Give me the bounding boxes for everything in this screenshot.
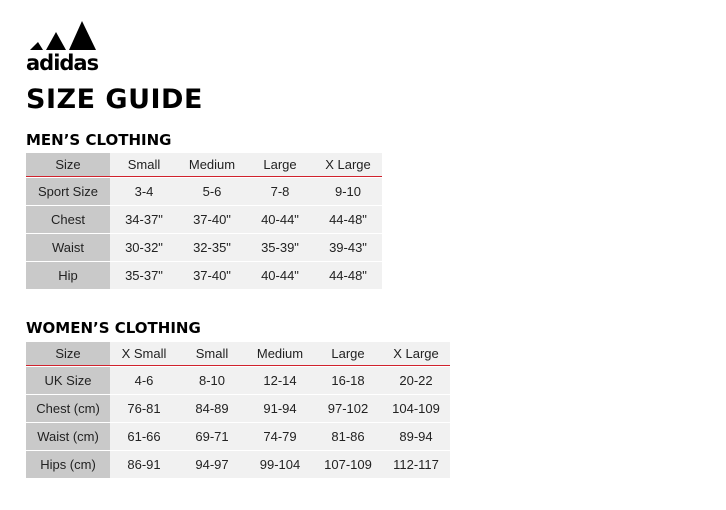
table-row — [26, 233, 382, 261]
table-cell: 86-91 — [110, 450, 178, 478]
table-cell: 40-44" — [246, 205, 314, 233]
table-row — [26, 205, 382, 233]
column-header: Small — [110, 153, 178, 177]
table-cell: 84-89 — [178, 394, 246, 422]
column-header-size: Size — [26, 342, 110, 366]
table-row — [26, 261, 382, 289]
column-header: X Small — [110, 342, 178, 366]
mens-size-table — [26, 153, 382, 289]
table-cell: 37-40" — [178, 205, 246, 233]
table-cell: 12-14 — [246, 366, 314, 394]
table-cell: 34-37" — [110, 205, 178, 233]
table-cell: 40-44" — [246, 261, 314, 289]
row-header: Waist (cm) — [26, 422, 110, 450]
table-cell: 81-86 — [314, 422, 382, 450]
table-cell: 7-8 — [246, 177, 314, 205]
table-header-row — [26, 342, 450, 366]
adidas-logo — [26, 20, 106, 74]
row-header: Sport Size — [26, 177, 110, 205]
table-cell: 4-6 — [110, 366, 178, 394]
table-cell: 30-32" — [110, 233, 178, 261]
row-header: Waist — [26, 233, 110, 261]
table-cell: 3-4 — [110, 177, 178, 205]
table-cell: 69-71 — [178, 422, 246, 450]
table-cell: 35-37" — [110, 261, 178, 289]
table-cell: 107-109 — [314, 450, 382, 478]
table-cell: 76-81 — [110, 394, 178, 422]
table-cell: 44-48" — [314, 205, 382, 233]
table-cell: 99-104 — [246, 450, 314, 478]
column-header: Large — [246, 153, 314, 177]
table-cell: 89-94 — [382, 422, 450, 450]
row-header: Hips (cm) — [26, 450, 110, 478]
table-cell: 16-18 — [314, 366, 382, 394]
table-cell: 20-22 — [382, 366, 450, 394]
table-cell: 112-117 — [382, 450, 450, 478]
table-row — [26, 177, 382, 205]
table-cell: 104-109 — [382, 394, 450, 422]
table-cell: 5-6 — [178, 177, 246, 205]
column-header: Small — [178, 342, 246, 366]
table-cell: 35-39" — [246, 233, 314, 261]
mens-section-title: MEN’S CLOTHING — [26, 131, 172, 149]
page-title: SIZE GUIDE — [26, 84, 203, 115]
table-row — [26, 422, 450, 450]
column-header: X Large — [382, 342, 450, 366]
table-row — [26, 366, 450, 394]
table-cell: 74-79 — [246, 422, 314, 450]
column-header: Large — [314, 342, 382, 366]
table-cell: 9-10 — [314, 177, 382, 205]
row-header: Hip — [26, 261, 110, 289]
table-cell: 8-10 — [178, 366, 246, 394]
column-header-size: Size — [26, 153, 110, 177]
column-header: X Large — [314, 153, 382, 177]
adidas-performance-logo-icon — [26, 20, 106, 54]
table-cell: 39-43" — [314, 233, 382, 261]
row-header: Chest — [26, 205, 110, 233]
table-cell: 91-94 — [246, 394, 314, 422]
column-header: Medium — [178, 153, 246, 177]
table-cell: 61-66 — [110, 422, 178, 450]
table-cell: 97-102 — [314, 394, 382, 422]
row-header: UK Size — [26, 366, 110, 394]
table-header-row — [26, 153, 382, 177]
womens-size-table — [26, 342, 450, 478]
table-row — [26, 450, 450, 478]
womens-section-title: WOMEN’S CLOTHING — [26, 319, 201, 337]
table-cell: 94-97 — [178, 450, 246, 478]
column-header: Medium — [246, 342, 314, 366]
table-row — [26, 394, 450, 422]
brand-wordmark: adidas — [26, 51, 99, 75]
table-cell: 32-35" — [178, 233, 246, 261]
table-cell: 37-40" — [178, 261, 246, 289]
row-header: Chest (cm) — [26, 394, 110, 422]
table-cell: 44-48" — [314, 261, 382, 289]
